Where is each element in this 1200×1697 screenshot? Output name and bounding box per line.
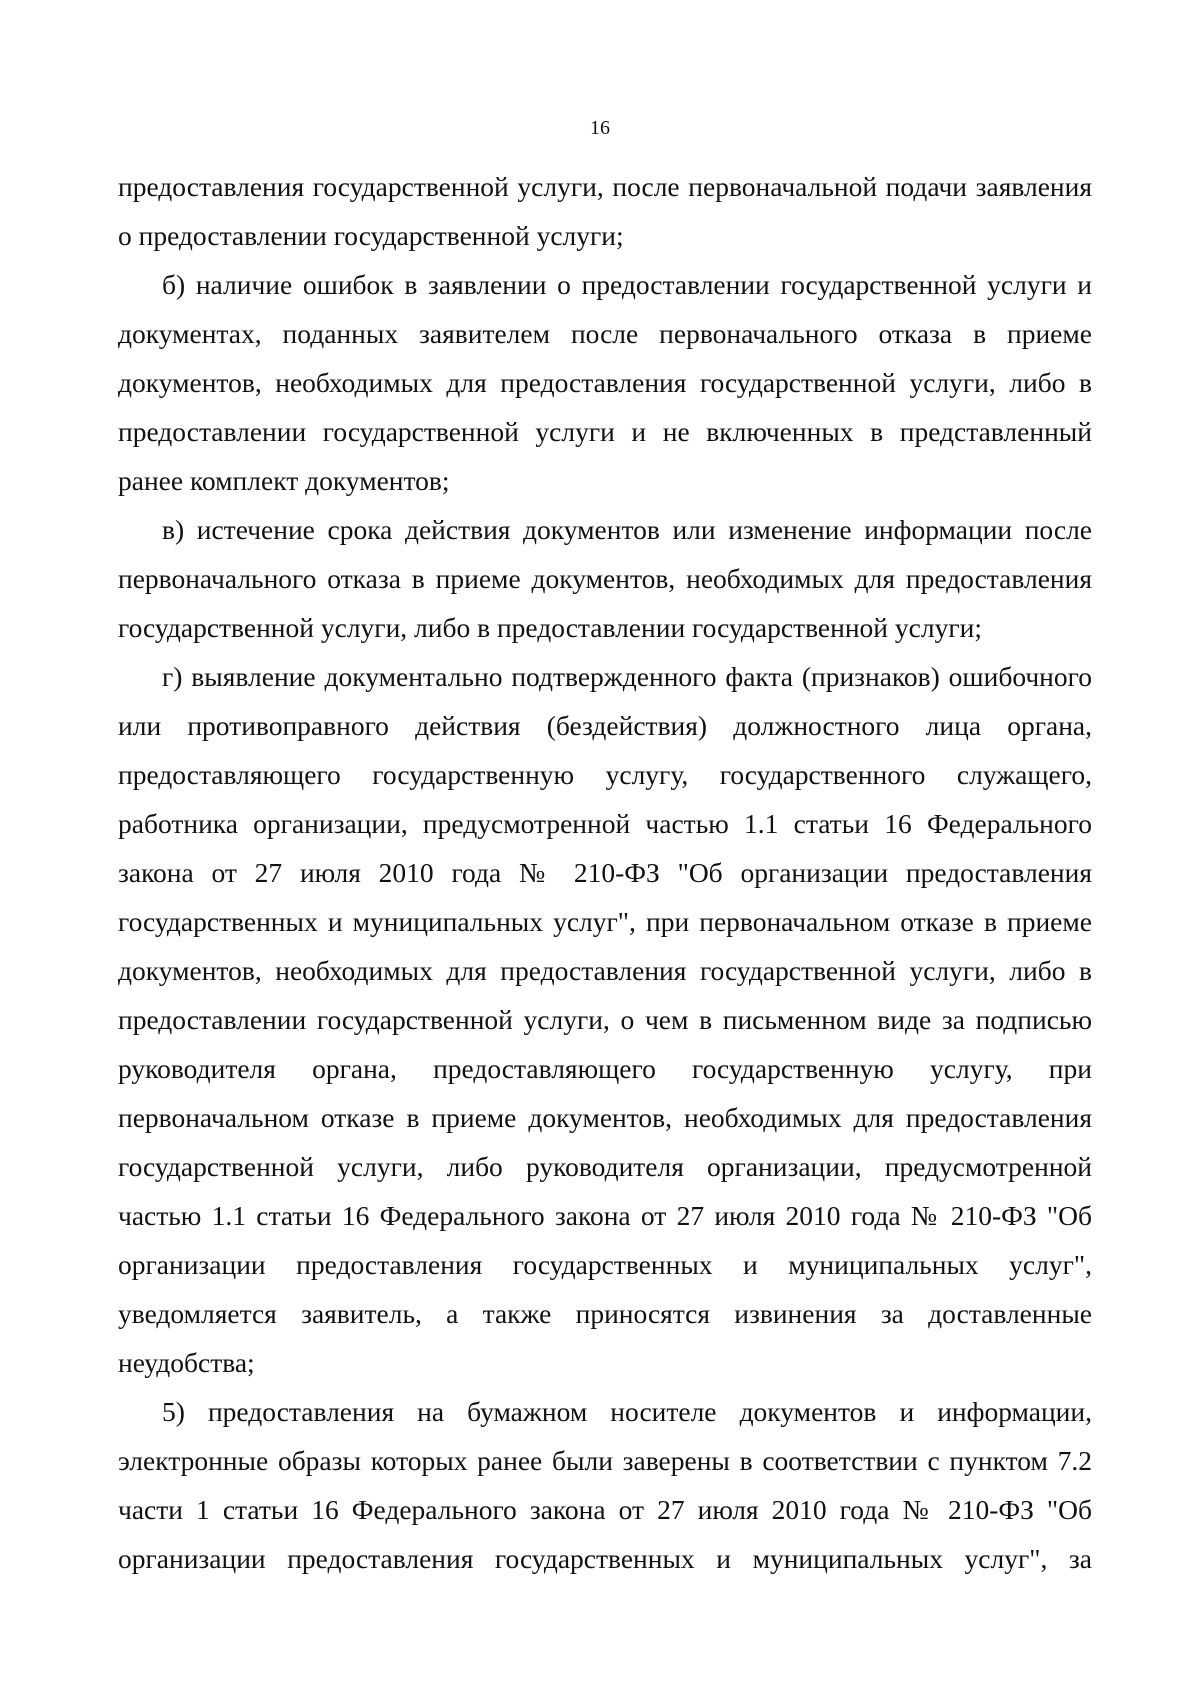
paragraph-item-g: г) выявление документально подтвержденного факта (признаков) ошибочного или противоправного действия (бездействия) должностного лица органа, предоставляющего государственную услугу, государственного служащего, работника организации, предусмотренной частью 1.1 статьи 16 Федерального закона от 27 июля 2010 года № 210-ФЗ "Об организации предоставления государственных и муниципальных услуг", при первоначальном отказе в приеме документов, необходимых для предоставления государственной услуги, либо в предоставлении государственной услуги, о чем в письменном виде за подписью руководителя органа, предоставляющего государственную услугу, при первоначальном отказе в приеме документов, необходимых для предоставления государственной услуги, либо руководителя организации, предусмотренной частью 1.1 статьи 16 Федерального закона от 27 июля 2010 года № 210-ФЗ "Об организации предоставления государственных и муниципальных услуг", уведомляется заявитель, а также приносятся извинения за доставленные неудобства; [118,661,1092,1378]
paragraph-item-b: б) наличие ошибок в заявлении о предоставлении государственной услуги и документах, поданных заявителем после первоначального отказа в приеме документов, необходимых для предоставления государственной услуги, либо в предоставлении государственной услуги и не включенных в представленный ранее комплект документов; [118,269,1092,496]
paragraph-item-5: 5) предоставления на бумажном носителе документов и информации, электронные образы которых ранее были заверены в соответствии с пунктом 7.2 части 1 статьи 16 Федерального закона от 27 июля 2010 года № 210-ФЗ "Об организации предоставления государственных и муниципальных услуг", за [118,1396,1092,1574]
paragraph-item-v: в) истечение срока действия документов или изменение информации после первоначального отказа в приеме документов, необходимых для предоставления государственной услуги, либо в предоставлении государственной услуги; [118,514,1092,643]
paragraph-continuation: предоставления государственной услуги, после первоначальной подачи заявления о предоставлении государственной услуги; [118,171,1092,251]
page-number: 16 [590,117,610,139]
document-body [118,162,1092,1583]
